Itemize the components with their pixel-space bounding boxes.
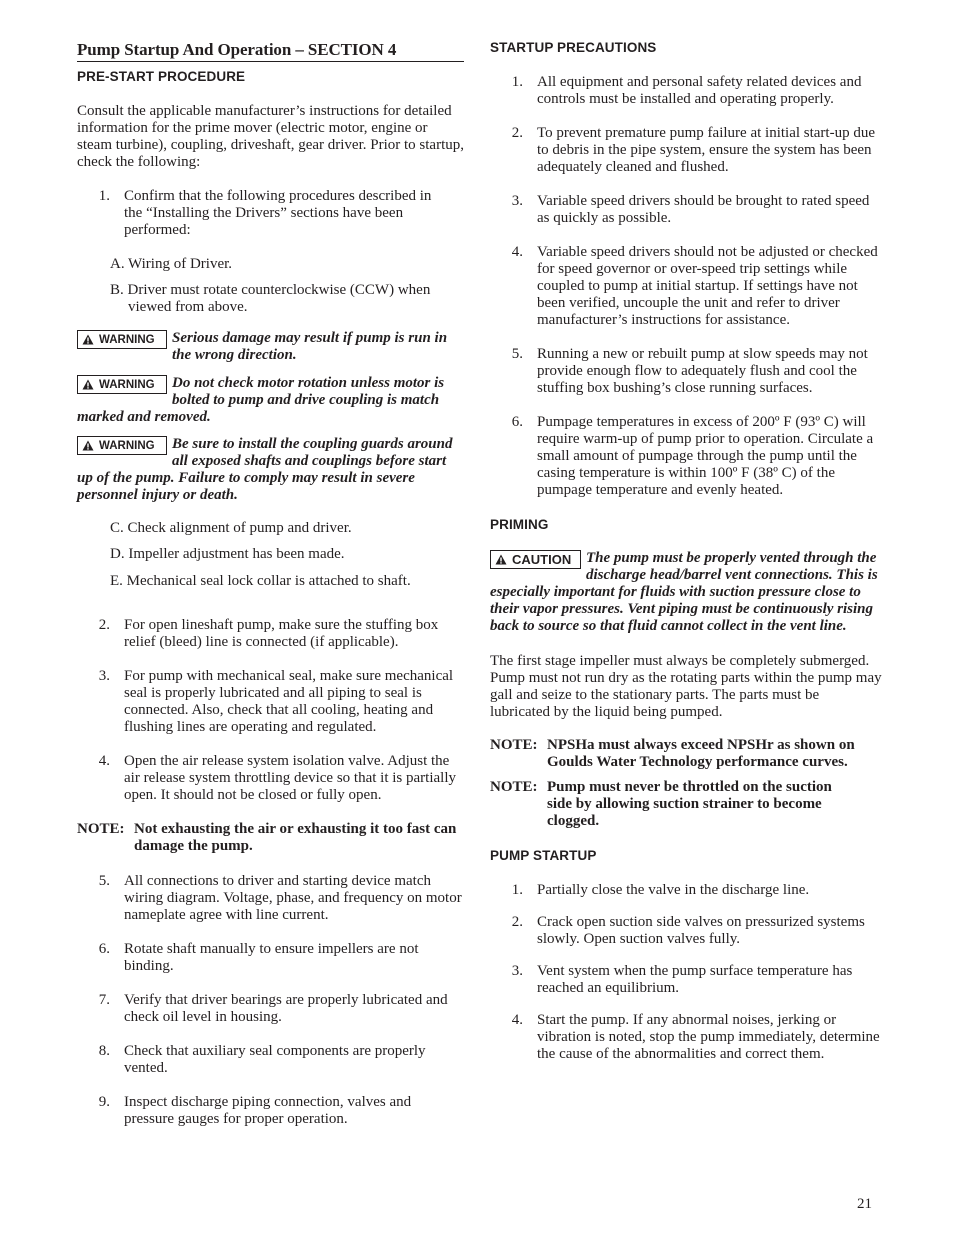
sub-item-d: D. Impeller adjustment has been made. <box>110 546 345 562</box>
pump-startup-heading: PUMP STARTUP <box>490 848 597 863</box>
pre-start-item-5: 5. All connections to driver and starting device match wiring diagram. Voltage, phase, and frequency on motor nameplate agree with line current. <box>98 873 462 923</box>
note-throttling: NOTE: Pump must never be throttled on the suction side by allowing suction strainer to become clogged. <box>490 779 832 829</box>
sub-item-a: A. Wiring of Driver. <box>110 256 233 272</box>
section-title: Pump Startup And Operation – SECTION 4 <box>77 40 464 62</box>
note-air-release: NOTE: Not exhausting the air or exhausting it too fast can damage the pump. <box>77 821 457 854</box>
priming-body: The first stage impeller must always be completely submerged. Pump must not run dry as the rotating parts within the pump may gall and seize to the stationary parts. The parts must be lubricated by the liquid being pumped. <box>490 653 882 720</box>
caution-block: CAUTION The pump must be properly vented through the discharge head/barrel vent connections. This is especially important for fluids with suction pressure close to their vapor pressures. Vent piping must be continuously rising back to source so that fluid cannot collect in the vent line. <box>490 550 878 634</box>
startup-item-3: 3. Vent system when the pump surface temperature has reached an equilibrium. <box>511 963 853 996</box>
precaution-item-5: 5. Running a new or rebuilt pump at slow speeds may not provide enough flow to adequately flush and cool the stuffing box bushing’s close running surfaces. <box>511 346 868 396</box>
pre-start-intro: Consult the applicable manufacturer’s instructions for detailed information for the prime mover (electric motor, engine or steam turbine), coupling, driveshaft, gear driver. Prior to startup, check the following: <box>77 103 464 170</box>
caution-badge: CAUTION <box>490 550 581 569</box>
sub-item-b: B. Driver must rotate counterclockwise (CCW) when viewed from above. <box>110 282 431 315</box>
warning-triangle-icon <box>82 334 94 345</box>
pre-start-item-1: 1. Confirm that the following procedures described in the “Installing the Drivers” sections have been performed: <box>98 188 432 238</box>
pre-start-item-6: 6. Rotate shaft manually to ensure impellers are not binding. <box>98 941 419 974</box>
pre-start-item-7: 7. Verify that driver bearings are properly lubricated and check oil level in housing. <box>98 992 448 1025</box>
startup-item-4: 4. Start the pump. If any abnormal noises, jerking or vibration is noted, stop the pump immediately, determine the cause of the abnormalities and correct them. <box>511 1012 880 1062</box>
precaution-item-2: 2. To prevent premature pump failure at initial start-up due to debris in the pipe system, ensure the system has been adequately cleaned and flushed. <box>511 125 875 175</box>
precaution-item-6: 6. Pumpage temperatures in excess of 200º F (93º C) will require warm-up of pump prior to operation. Circulate a small amount of pumpage through the pump until the casing temperature is within 100º F (38º C) of the pumpage temperature and evenly heated. <box>511 414 874 498</box>
sub-item-c: C. Check alignment of pump and driver. <box>110 520 352 536</box>
pre-start-heading: PRE-START PROCEDURE <box>77 69 246 84</box>
precaution-item-4: 4. Variable speed drivers should not be adjusted or checked for speed governor or over-speed trip settings while coupled to pump at initial startup. If settings have not been verified, uncouple the unit and refer to driver manufacturer’s instructions for assistance. <box>511 244 878 328</box>
priming-heading: PRIMING <box>490 517 549 532</box>
note-npsh: NOTE: NPSHa must always exceed NPSHr as shown on Goulds Water Technology performance curves. <box>490 737 855 770</box>
warning-badge: WARNING <box>77 330 167 349</box>
right-column <box>490 39 882 1063</box>
startup-item-2: 2. Crack open suction side valves on pressurized systems slowly. Open suction valves fully. <box>511 914 865 947</box>
precaution-item-1: 1. All equipment and personal safety related devices and controls must be installed and operating properly. <box>511 74 862 107</box>
warning-triangle-icon <box>82 379 94 390</box>
pre-start-item-9: 9. Inspect discharge piping connection, valves and pressure gauges for proper operation. <box>98 1094 412 1127</box>
warning-triangle-icon <box>82 440 94 451</box>
precaution-item-3: 3. Variable speed drivers should be brought to rated speed as quickly as possible. <box>511 193 870 226</box>
left-column <box>77 36 464 1128</box>
pre-start-item-2: 2. For open lineshaft pump, make sure the stuffing box relief (bleed) line is connected (if applicable). <box>98 617 439 650</box>
pre-start-item-8: 8. Check that auxiliary seal components are properly vented. <box>98 1043 426 1076</box>
warning-block-2: WARNING Do not check motor rotation unless motor is bolted to pump and drive coupling is match marked and removed. <box>77 375 445 425</box>
warning-badge: WARNING <box>77 436 167 455</box>
pre-start-item-4: 4. Open the air release system isolation valve. Adjust the air release system throttling device so that it is partially open. It should not be closed or fully open. <box>98 753 456 803</box>
warning-triangle-icon <box>495 554 507 565</box>
sub-item-e: E. Mechanical seal lock collar is attached to shaft. <box>110 573 411 589</box>
startup-precautions-heading: STARTUP PRECAUTIONS <box>490 40 657 55</box>
page-number: 21 <box>857 1196 872 1212</box>
warning-block-1: WARNING Serious damage may result if pump is run in the wrong direction. <box>77 330 464 364</box>
warning-badge: WARNING <box>77 375 167 394</box>
warning-block-3: WARNING Be sure to install the coupling guards around all exposed shafts and couplings before start up of the pump. Failure to comply may result in severe personnel injury or death. <box>77 436 453 503</box>
startup-item-1: 1. Partially close the valve in the discharge line. <box>511 882 810 898</box>
pre-start-item-3: 3. For pump with mechanical seal, make sure mechanical seal is properly lubricated and all piping to seal is connected. Also, check that all cooling, heating and flushing lines are operating and regulated. <box>98 668 454 735</box>
